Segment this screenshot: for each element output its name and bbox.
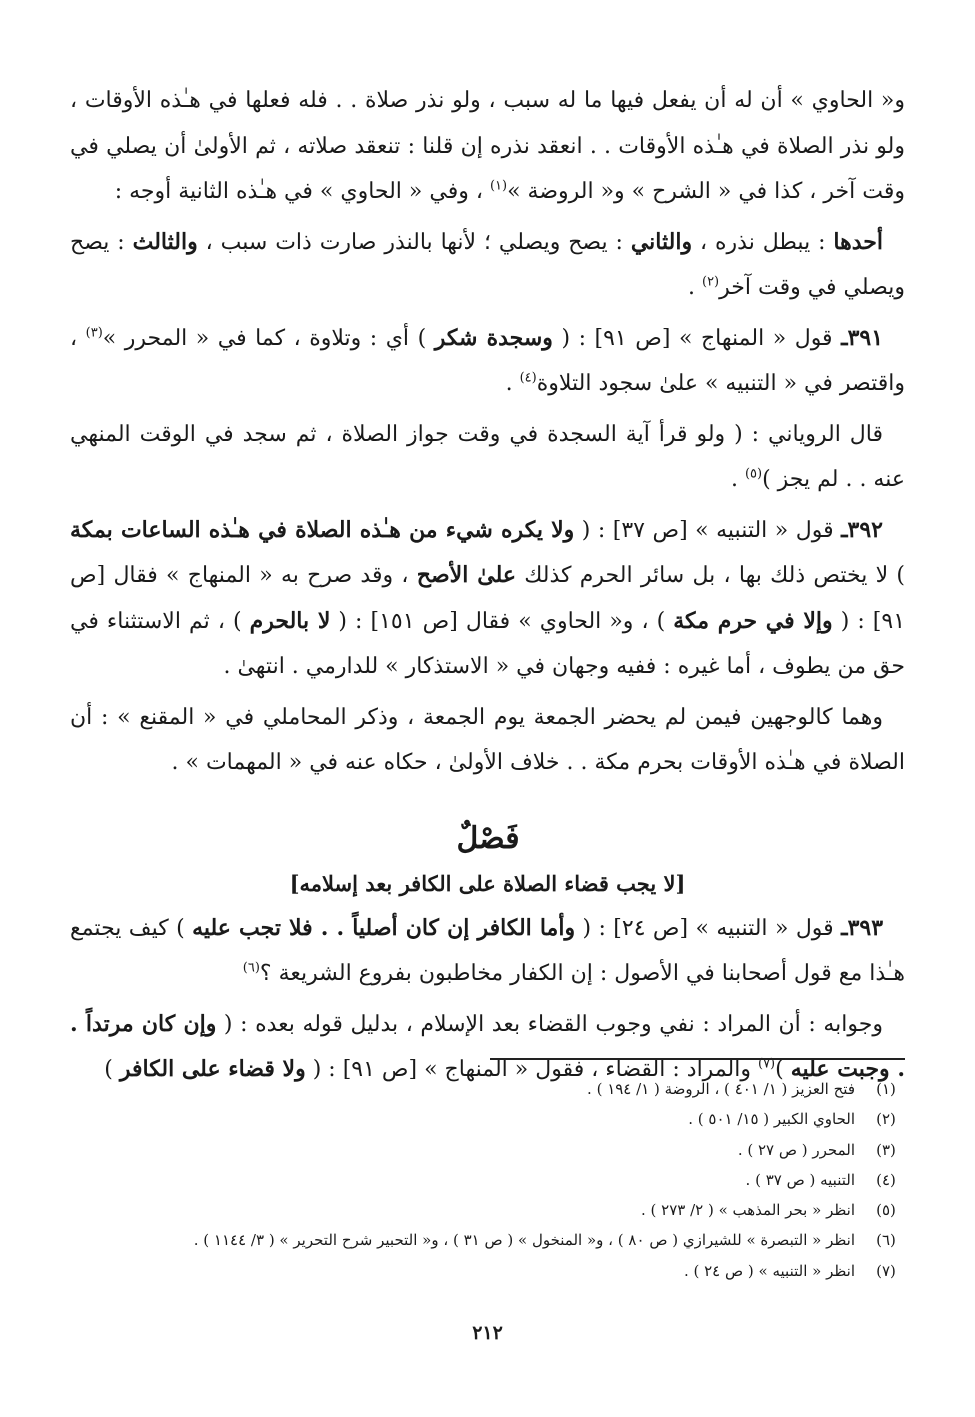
footnote-ref[interactable]: (٥): [744, 466, 763, 482]
text-run: ) كيف يجتمع هـٰذا مع قول أصحابنا في الأصول : إن الكفار مخاطبون بفروع الشريعة ؟: [70, 915, 905, 986]
footnote-ref[interactable]: (٣): [85, 325, 103, 341]
ornament-text: فَصْلٌ: [455, 820, 520, 856]
text-run: .: [687, 275, 702, 300]
page-number: ٢١٢: [472, 1322, 503, 1344]
text-run: وهما كالوجهين فيمن لم يحضر الجمعة يوم الجمعة ، وذكر المحاملي في « المقنع » : أن الصلاة في هـٰذه الأوقات بحرم مكة . . خلاف الأولىٰ ، حكاه عنه في « المهمات » .: [70, 704, 905, 775]
text-run: و« الحاوي » أن له أن يفعل فيها ما له سبب ، ولو نذر صلاة . . فله فعلها في هـٰذه الأوقات ، ولو نذر الصلاة في هـٰذه الأوقات . . انعقد نذره إن قلنا : تنعقد صلاته ، ثم الأولىٰ أن يصلي في وقت آخر ، كذا في « الشرح » و« الروضة »: [70, 88, 905, 204]
section-ornament: [70, 808, 905, 868]
footnote-number: (٤): [876, 1170, 896, 1189]
footnote-item: [70, 1256, 905, 1286]
text-run: .: [730, 467, 745, 492]
footnote-number: (٣): [876, 1140, 896, 1159]
bold-term: والثاني: [630, 228, 693, 255]
bold-quote: لا بالحرم: [249, 607, 331, 634]
footnote-item: [70, 1135, 905, 1165]
text-run: قول « التنبيه » [ص ٢٤] : (: [575, 915, 842, 941]
text-run: : يبطل نذره ،: [692, 229, 834, 255]
footnote-item: [70, 1225, 905, 1255]
text-run: ، واقتصر في « التنبيه » علىٰ سجود التلاوة: [70, 325, 905, 396]
text-run: ) ، و« الحاوي » فقال [ص ١٥١] : (: [330, 608, 674, 634]
bold-quote: وإن كان مرتداً . . وجبت عليه: [70, 1010, 905, 1082]
bold-term: علىٰ الأصح: [416, 562, 516, 588]
text-run: : يصح ويصلي ؛ لأنها بالنذر صارت ذات سبب ،: [197, 229, 631, 255]
text-run: ) ، ثم الاستثناء في حق من يطوف ، أما غيره : ففيه وجهان في « الاستذكار » للدارمي . انتهىٰ .: [70, 608, 905, 679]
footnote-text: التنبيه ( ص ٣٧ ) .: [745, 1170, 855, 1189]
text-run: قول « التنبيه » [ص ٣٧] : (: [574, 517, 842, 543]
footnote-item: [70, 1195, 905, 1225]
paragraph: [70, 78, 905, 215]
text-run: ): [104, 1057, 120, 1082]
bold-quote: ولا قضاء على الكافر: [119, 1056, 306, 1082]
paragraph: [70, 220, 905, 311]
paragraph: [70, 412, 905, 503]
bold-quote: وأما الكافر إن كان أصلياً . . فلا تجب عليه: [192, 914, 576, 941]
footnotes: [70, 1074, 905, 1286]
footnote-text: فتح العزيز ( ١/ ٤٠١ ) ، الروضة ( ١/ ١٩٤ ) .: [587, 1080, 855, 1098]
text-run: وجوابه : أن المراد : نفي وجوب القضاء بعد الإسلام ، بدليل قوله بعده : (: [216, 1011, 883, 1037]
bold-quote: وإلا في حرم مكة: [673, 607, 833, 634]
paragraph: [70, 508, 905, 690]
footnote-divider: [490, 1058, 905, 1060]
text-run: ) أي : وتلاوة ، كما في « المحرر »: [102, 325, 435, 351]
footnote-ref[interactable]: (٤): [519, 370, 537, 386]
bold-term: والثالث: [132, 228, 198, 255]
paragraph: [70, 906, 905, 997]
footnote-ref[interactable]: (٦): [242, 960, 260, 976]
footnote-ref[interactable]: (٧): [757, 1056, 776, 1072]
text-run: ): [775, 1057, 791, 1082]
text-run: ، وفي « الحاوي » في هـٰذه الثانية أوجه :: [114, 179, 490, 204]
paragraph: [70, 316, 905, 407]
footnote-text: انظر « التنبيه » ( ص ٢٤ ) .: [683, 1261, 855, 1280]
bold-quote: وسجدة شكر: [434, 324, 553, 351]
paragraph: [70, 695, 905, 786]
text-run: قول « المنهاج » [ص ٩١] : (: [552, 325, 842, 351]
section-title: [لا يجب قضاء الصلاة على الكافر بعد إسلامه]: [289, 870, 686, 896]
footnote-item: [70, 1074, 905, 1104]
text-run: والمراد : القضاء ، فقول « المنهاج » [ص ٩١] : (: [305, 1057, 758, 1082]
footnote-number: (١): [876, 1080, 896, 1098]
footnote-text: انظر « التبصرة » للشيرازي ( ص ٨٠ ) ، و« المنخول » ( ص ٣١ ) ، و« التحبير شرح التحرير » ( ٣/ ١١٤٤ ) .: [193, 1231, 855, 1250]
bold-term: أحدها: [833, 228, 883, 255]
entry-number: ٣٩١ـ: [841, 324, 884, 351]
text-run: ) لا يختص ذلك بها ، بل سائر الحرم كذلك: [515, 563, 905, 588]
bold-quote: ولا يكره شيء من هـٰذه الصلاة في هـٰذه الساعات بمكة: [70, 516, 575, 543]
text-run: قال الروياني : ( ولو قرأ آية السجدة في وقت جواز الصلاة ، ثم سجد في الوقت المنهي عنه . . لم يجز ): [70, 421, 905, 492]
entry-number: ٣٩٣ـ: [841, 914, 884, 941]
text-run: .: [505, 371, 520, 396]
footnote-text: انظر « بحر المذهب » ( ٢/ ٢٧٣ ) .: [640, 1201, 855, 1220]
footnote-number: (٢): [876, 1110, 896, 1129]
footnote-ref[interactable]: (١): [489, 178, 508, 194]
footnote-number: (٧): [876, 1261, 896, 1280]
footnote-ref[interactable]: (٢): [701, 274, 720, 290]
footnote-text: الحاوي الكبير ( ١٥/ ٥٠١ ) .: [688, 1110, 855, 1129]
footnote-item: [70, 1104, 905, 1134]
footnote-number: (٥): [876, 1201, 896, 1220]
footnote-text: المحرر ( ص ٢٧ ) .: [737, 1140, 855, 1159]
ornament-icon: [443, 808, 533, 868]
main-text: [70, 78, 905, 1098]
entry-number: ٣٩٢ـ: [841, 516, 883, 543]
footnote-item: [70, 1165, 905, 1195]
text-run: ، وقد صرح به « المنهاج » فقال [ص ٩١] : (: [70, 563, 906, 634]
footnote-number: (٦): [876, 1231, 896, 1250]
text-run: : يصح ويصلي في وقت آخر: [70, 229, 905, 300]
